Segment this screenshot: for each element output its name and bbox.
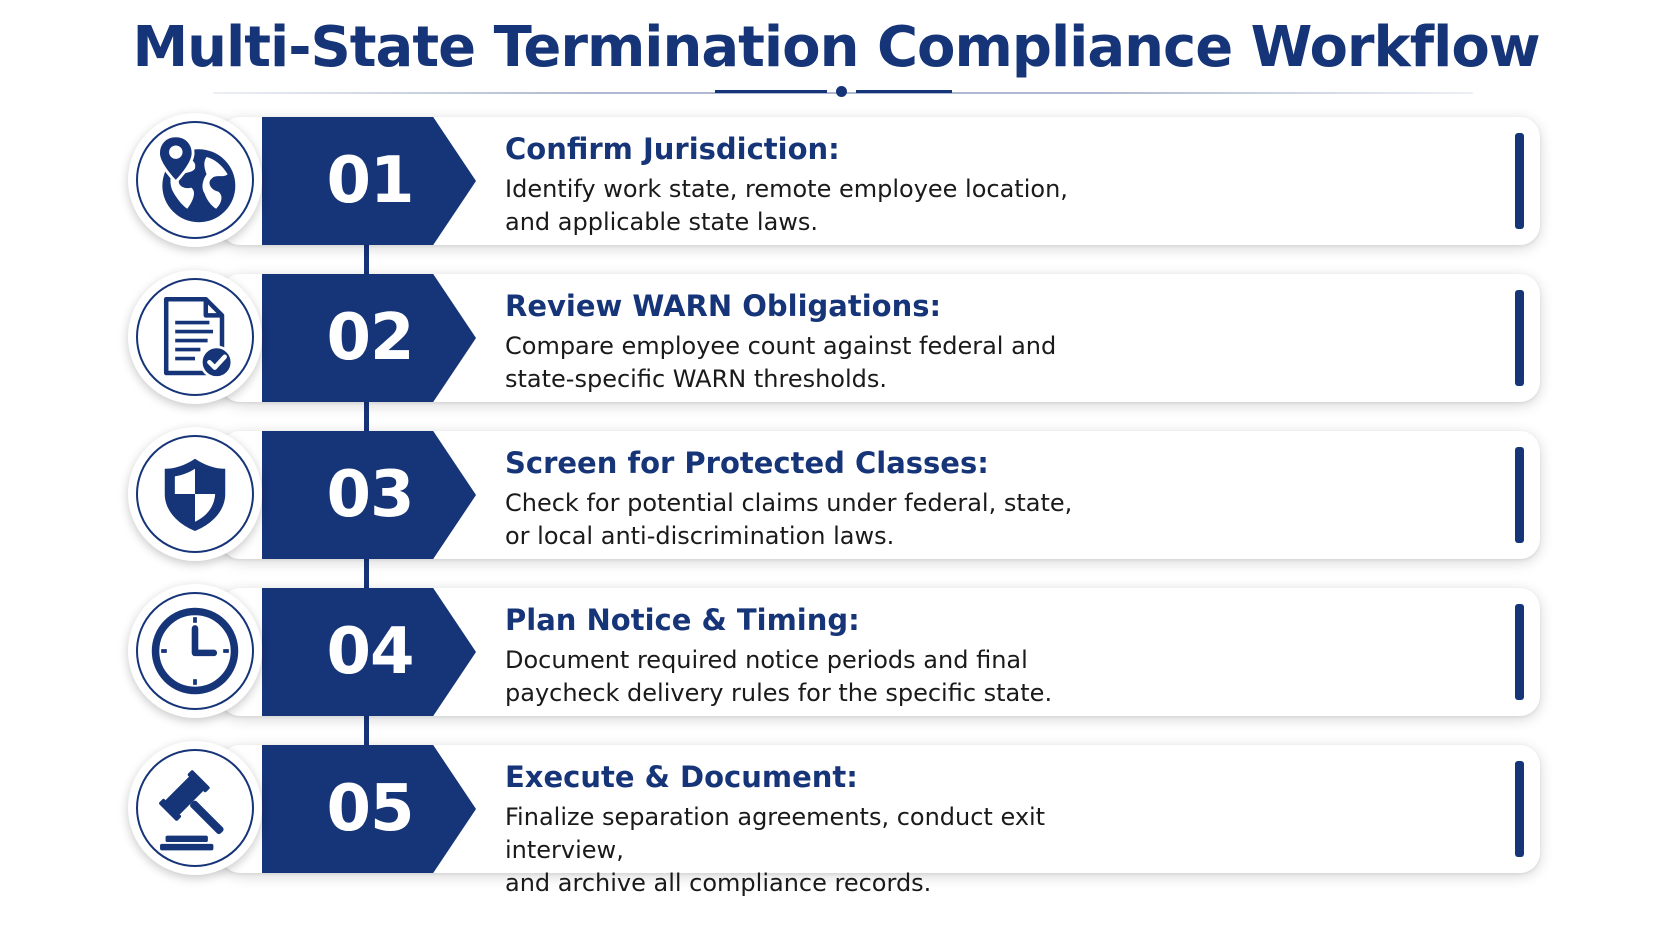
description-line-1: Check for potential claims under federal, state, <box>505 489 1073 517</box>
workflow-step-1 <box>0 113 1672 249</box>
workflow-step-5 <box>0 741 1672 897</box>
step-description <box>505 644 1145 710</box>
step-title: Execute & Document: <box>505 760 858 794</box>
card-accent-bar <box>1515 290 1524 386</box>
description-line-2: and applicable state laws. <box>505 208 819 236</box>
step-title: Review WARN Obligations: <box>505 289 942 323</box>
workflow-step-3 <box>0 427 1672 563</box>
description-line-1: Finalize separation agreements, conduct exit interview, <box>505 803 1046 864</box>
title-divider-dot <box>836 86 847 97</box>
workflow-step-4 <box>0 584 1672 720</box>
card-accent-bar <box>1515 761 1524 857</box>
step-description <box>505 487 1145 553</box>
globe-location-pin-icon <box>147 132 243 228</box>
title-divider-accent-left <box>715 90 827 93</box>
card-accent-bar <box>1515 447 1524 543</box>
step-icon-badge <box>128 741 262 875</box>
shield-icon <box>153 452 237 536</box>
card-accent-bar <box>1515 604 1524 700</box>
step-number: 05 <box>326 772 414 846</box>
document-checkmark-icon <box>150 292 240 382</box>
description-line-2: state-specific WARN thresholds. <box>505 365 888 393</box>
step-icon-badge <box>128 427 262 561</box>
step-number: 02 <box>326 301 414 375</box>
page-title: Multi-State Termination Compliance Workflow <box>132 15 1540 80</box>
title-divider-accent-right <box>856 90 952 93</box>
step-description <box>505 330 1145 396</box>
description-line-2: and archive all compliance records. <box>505 869 932 897</box>
step-icon-badge <box>128 584 262 718</box>
gavel-icon <box>149 762 241 854</box>
step-title: Plan Notice & Timing: <box>505 603 860 637</box>
clock-icon <box>148 604 242 698</box>
step-number: 03 <box>326 458 414 532</box>
step-number: 04 <box>326 615 414 689</box>
step-number: 01 <box>326 144 414 218</box>
description-line-1: Compare employee count against federal and <box>505 332 1057 360</box>
step-title: Screen for Protected Classes: <box>505 446 989 480</box>
description-line-2: paycheck delivery rules for the specific state. <box>505 679 1053 707</box>
description-line-1: Identify work state, remote employee location, <box>505 175 1068 203</box>
description-line-2: or local anti-discrimination laws. <box>505 522 895 550</box>
workflow-step-2 <box>0 270 1672 406</box>
step-title: Confirm Jurisdiction: <box>505 132 840 166</box>
step-description <box>505 173 1145 239</box>
step-description <box>505 801 1145 900</box>
step-icon-badge <box>128 113 262 247</box>
step-icon-badge <box>128 270 262 404</box>
description-line-1: Document required notice periods and final <box>505 646 1028 674</box>
card-accent-bar <box>1515 133 1524 229</box>
